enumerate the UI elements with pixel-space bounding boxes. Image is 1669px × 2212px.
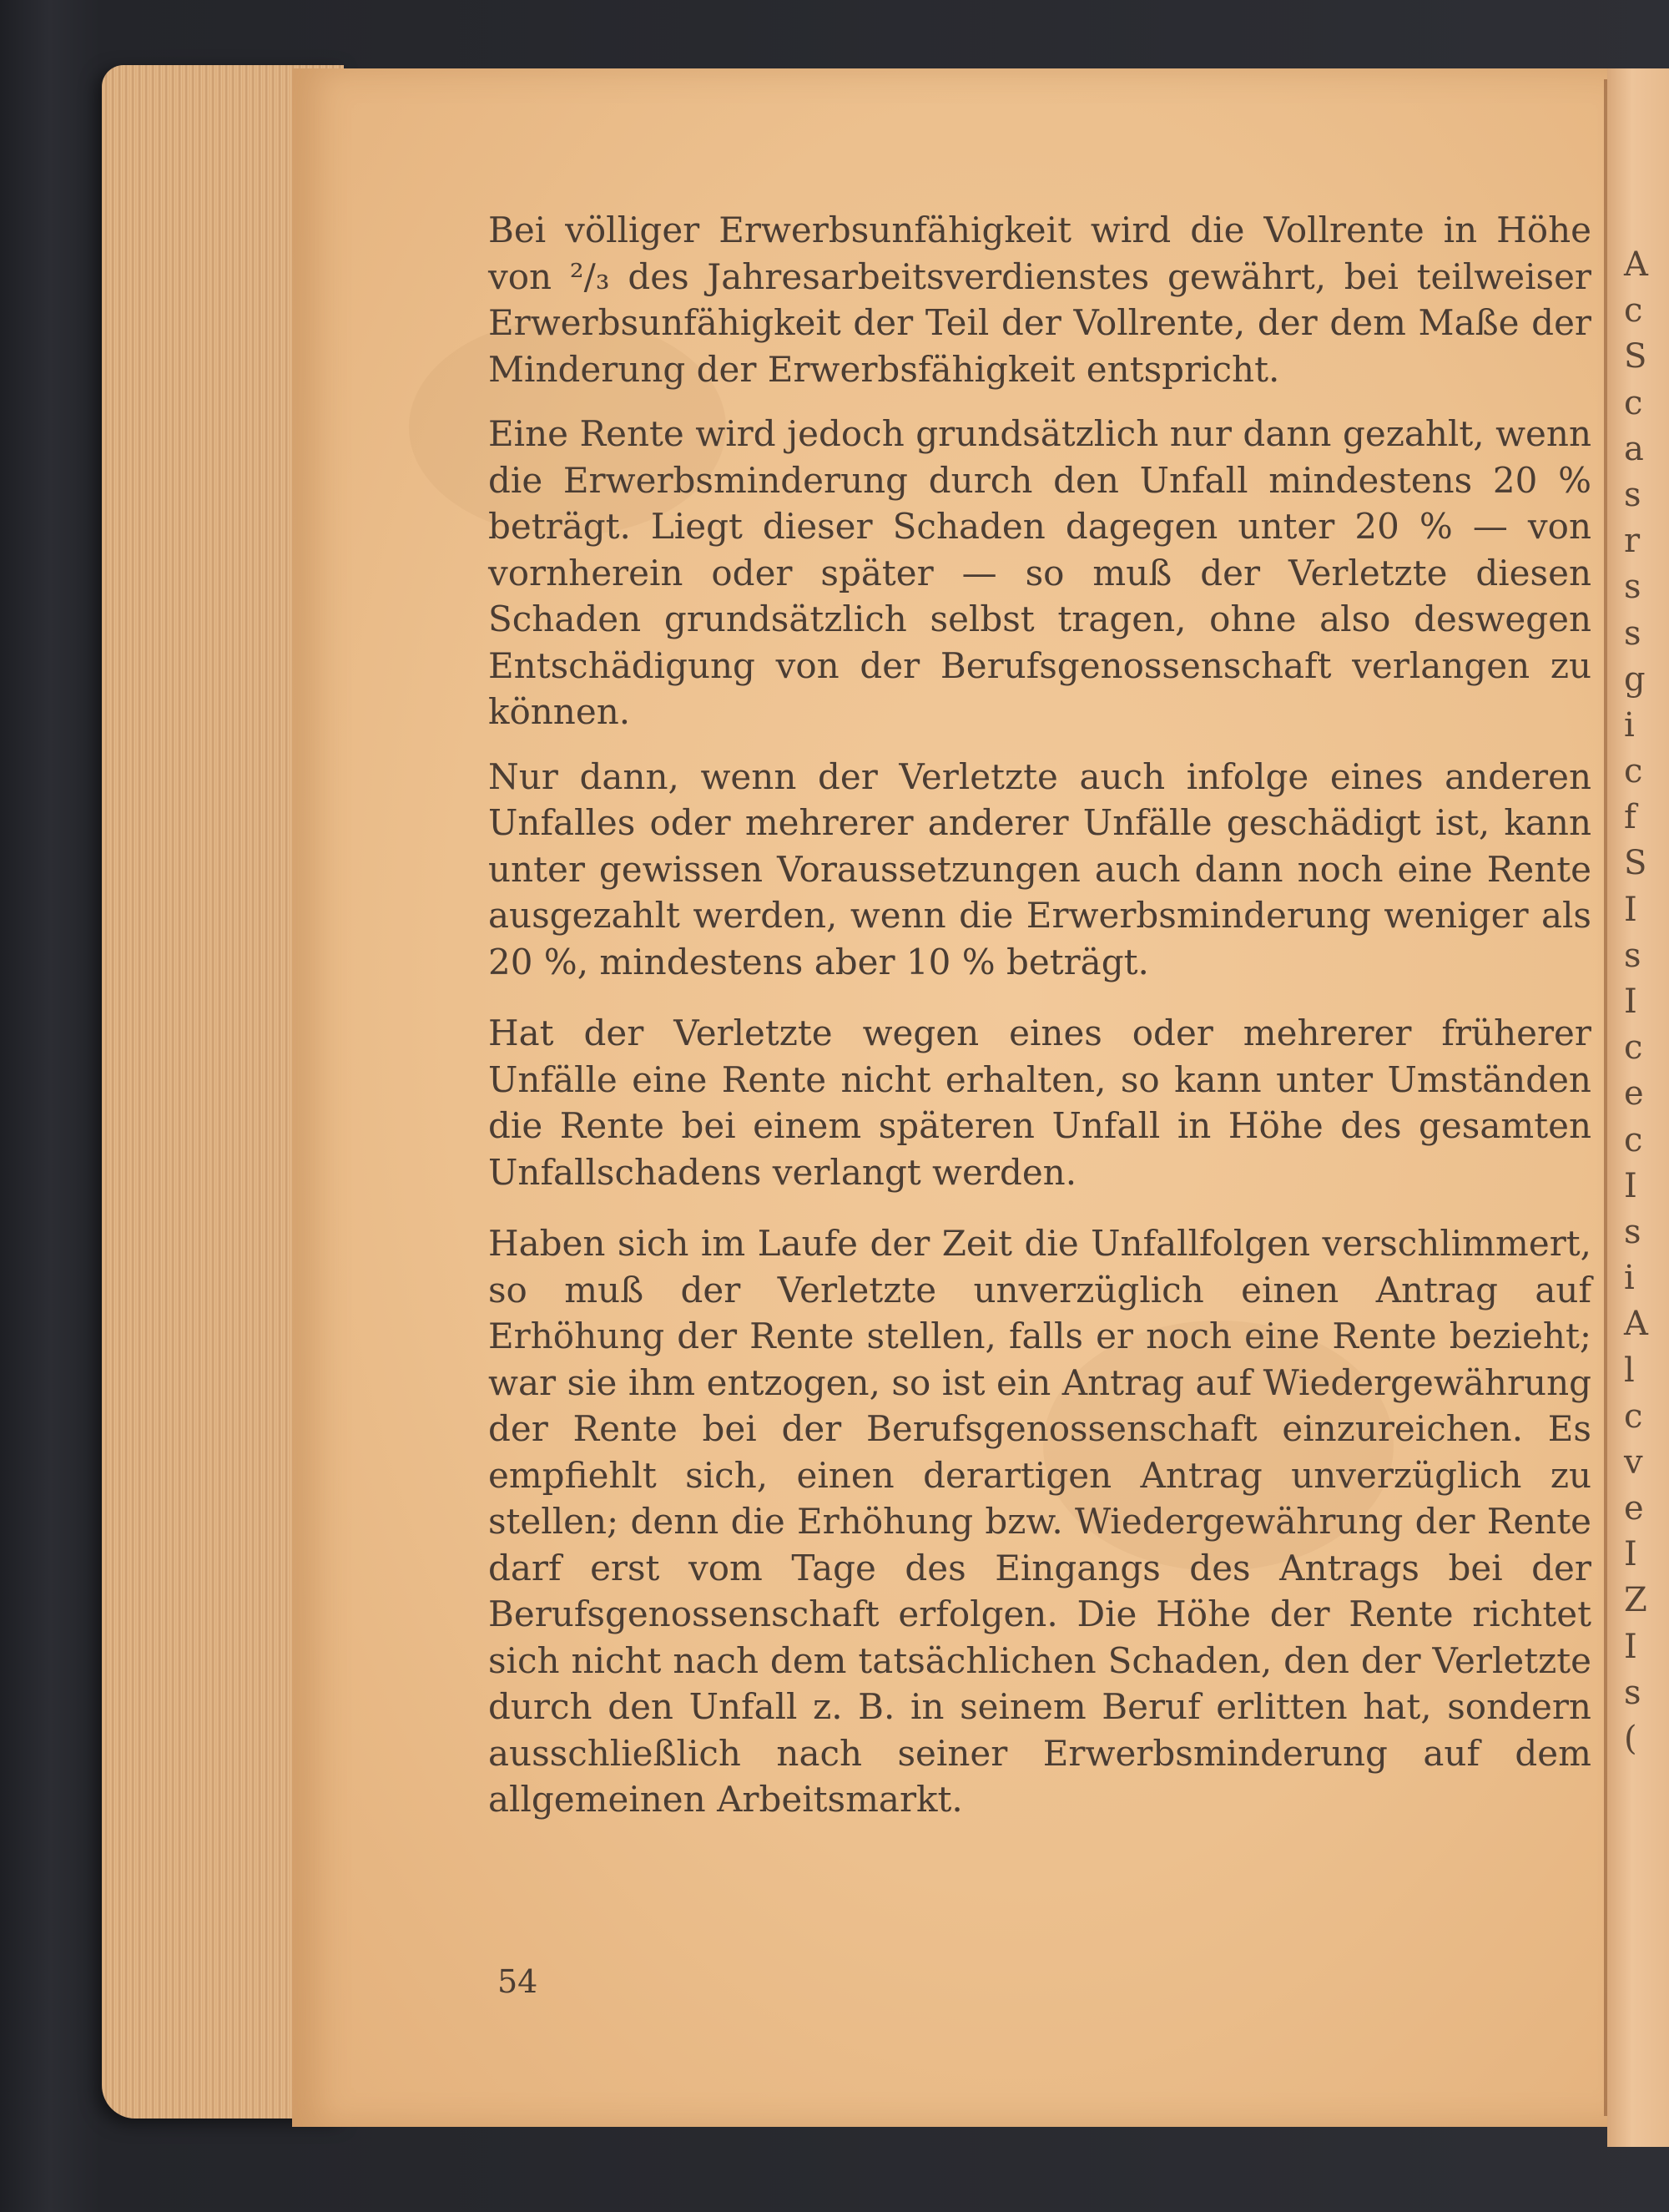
paragraph: Hat der Verletzte wegen eines oder mehrerer früherer Unfälle eine Rente nicht erhalten, so kann unter Umständen die Rente bei einem späteren Unfall in Höhe des gesamten Unfallschadens verlangt werden. — [488, 1013, 1591, 1193]
edge-letter: i — [1624, 1259, 1635, 1298]
edge-letter: c — [1624, 1028, 1643, 1068]
edge-letter: I — [1624, 890, 1637, 929]
paragraph: Haben sich im Laufe der Zeit die Unfallfolgen verschlimmert, so muß der Verletzte unverzüglich einen Antrag auf Erhöhung der Rente stellen, falls er noch eine Rente bezieht; war sie ihm entzogen, so ist ein Antrag auf Wiedergewährung der Rente bei der Berufsgenossenschaft einzureichen. Es empfiehlt sich, einen derartigen Antrag unverzüglich zu stellen; denn die Erhöhung bzw. Wiedergewährung der Rente darf erst vom Tage des Eingangs des Antrags bei der Berufsgenossenschaft erfolgen. Die Höhe der Rente richtet sich nicht nach dem tatsächlichen Schaden, den der Verletzte durch den Unfall z. B. in seinem Beruf erlitten hat, sondern ausschließlich nach seiner Erwerbsminderung auf dem allgemeinen Arbeitsmarkt. — [488, 1223, 1591, 1820]
page-text — [488, 207, 1591, 1841]
edge-letter: s — [1624, 568, 1641, 607]
edge-letter: ( — [1624, 1720, 1637, 1758]
edge-letter: l — [1624, 1351, 1635, 1390]
edge-letter: v — [1624, 1442, 1643, 1482]
edge-letter: c — [1624, 291, 1643, 331]
page-number: 54 — [497, 1963, 538, 2000]
edge-letter: f — [1624, 798, 1636, 837]
edge-letter: e — [1624, 1489, 1644, 1528]
edge-letter: A — [1624, 1305, 1648, 1344]
edge-letter: S — [1624, 844, 1647, 883]
edge-letter: i — [1624, 705, 1635, 745]
edge-letter: c — [1624, 752, 1643, 791]
edge-letter: s — [1624, 614, 1641, 653]
edge-letter: s — [1624, 475, 1641, 514]
edge-letter: s — [1624, 936, 1641, 975]
paragraph: Eine Rente wird jedoch grundsätzlich nur dann gezahlt, wenn die Erwerbsminderung durch den Unfall mindestens 20 % beträgt. Liegt dieser Schaden dagegen unter 20 % — von vornherein oder später — so muß der Verletzte diesen Schaden grundsätzlich selbst tragen, ohne also deswegen Entschädigung von der Berufsgenossenschaft verlangen zu können. — [488, 413, 1591, 732]
edge-letter: I — [1624, 1535, 1637, 1574]
edge-letter: r — [1624, 522, 1641, 561]
edge-letter: A — [1624, 245, 1648, 284]
edge-letter: I — [1624, 982, 1637, 1021]
edge-letter: g — [1624, 659, 1646, 699]
paragraph: Nur dann, wenn der Verletzte auch infolge eines anderen Unfalles oder mehrerer anderer Unfälle geschädigt ist, kann unter gewissen Voraussetzungen auch dann noch eine Rente ausgezahlt werden, wenn die Erwerbsminderung weniger als 20 %, mindestens aber 10 % beträgt. — [488, 755, 1591, 982]
edge-letter: c — [1624, 383, 1643, 422]
edge-letter: e — [1624, 1074, 1644, 1114]
edge-letter: I — [1624, 1627, 1637, 1666]
edge-letter: c — [1624, 1120, 1643, 1159]
edge-letter: c — [1624, 1396, 1643, 1436]
next-page-letters — [1624, 242, 1657, 1762]
edge-letter: a — [1624, 429, 1644, 468]
edge-letter: s — [1624, 1212, 1641, 1251]
edge-letter: I — [1624, 1166, 1637, 1205]
paragraph: Bei völliger Erwerbsunfähigkeit wird die Vollrente in Höhe von ²/₃ des Jahresarbeitsverdienstes gewährt, bei teilweiser Erwerbsunfähigkeit der Teil der Vollrente, der dem Maße der Minderung der Erwerbsfähigkeit entspricht. — [488, 210, 1591, 390]
edge-letter: S — [1624, 337, 1647, 376]
edge-letter: s — [1624, 1673, 1641, 1712]
edge-letter: Z — [1624, 1581, 1647, 1620]
